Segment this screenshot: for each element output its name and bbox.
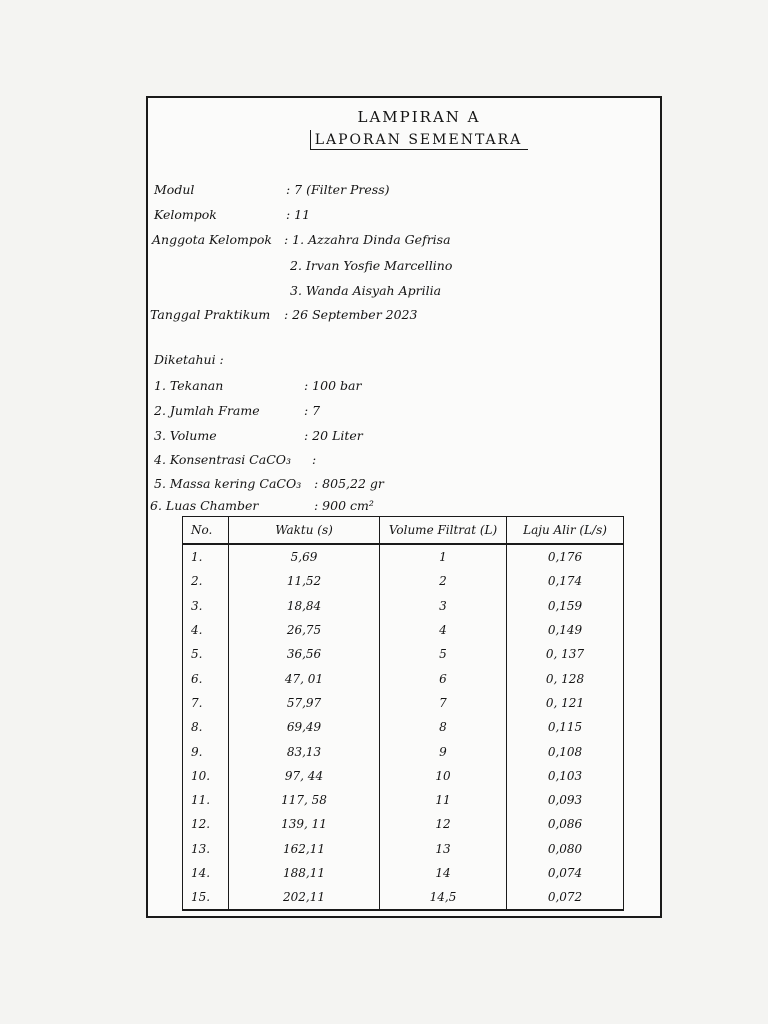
cell-waktu: 162,11 xyxy=(229,837,380,861)
tanggal-value: : 26 September 2023 xyxy=(284,307,418,322)
table-row xyxy=(183,788,624,812)
cell-volume: 14 xyxy=(380,861,507,885)
cell-volume: 11 xyxy=(380,788,507,812)
cell-no: 14. xyxy=(183,861,229,885)
cell-no: 5. xyxy=(183,642,229,666)
cell-volume: 12 xyxy=(380,812,507,836)
table-row xyxy=(183,666,624,690)
cell-no: 11. xyxy=(183,788,229,812)
item-value: : 805,22 gr xyxy=(314,476,384,491)
cell-waktu: 202,11 xyxy=(229,885,380,910)
diketahui-heading: Diketahui : xyxy=(154,352,224,367)
header-no: No. xyxy=(183,517,229,545)
cell-no: 4. xyxy=(183,618,229,642)
header-volume: Volume Filtrat (L) xyxy=(380,517,507,545)
cell-waktu: 97, 44 xyxy=(229,764,380,788)
item-label: 2. Jumlah Frame xyxy=(154,403,260,418)
cell-volume: 4 xyxy=(380,618,507,642)
item-label: 6. Luas Chamber xyxy=(150,498,259,513)
cell-volume: 3 xyxy=(380,594,507,618)
table-row xyxy=(183,569,624,593)
cell-volume: 10 xyxy=(380,764,507,788)
cell-laju: 0,159 xyxy=(507,594,624,618)
item-value: : 20 Liter xyxy=(304,428,363,443)
modul-value: : 7 (Filter Press) xyxy=(286,182,390,197)
cell-no: 7. xyxy=(183,691,229,715)
cell-volume: 13 xyxy=(380,837,507,861)
cell-waktu: 5,69 xyxy=(229,544,380,569)
cell-volume: 1 xyxy=(380,544,507,569)
report-sheet xyxy=(146,96,662,918)
page-subtitle: LAPORAN SEMENTARA xyxy=(310,130,529,150)
cell-no: 10. xyxy=(183,764,229,788)
cell-volume: 6 xyxy=(380,666,507,690)
cell-laju: 0,086 xyxy=(507,812,624,836)
cell-waktu: 47, 01 xyxy=(229,666,380,690)
cell-waktu: 188,11 xyxy=(229,861,380,885)
table-row xyxy=(183,618,624,642)
cell-volume: 7 xyxy=(380,691,507,715)
title-block xyxy=(148,108,660,150)
cell-laju: 0, 121 xyxy=(507,691,624,715)
cell-waktu: 36,56 xyxy=(229,642,380,666)
cell-laju: 0,115 xyxy=(507,715,624,739)
table-row xyxy=(183,642,624,666)
cell-laju: 0,174 xyxy=(507,569,624,593)
item-label: 4. Konsentrasi CaCO₃ xyxy=(154,452,292,467)
table-row xyxy=(183,594,624,618)
table-row xyxy=(183,691,624,715)
cell-no: 8. xyxy=(183,715,229,739)
cell-laju: 0, 137 xyxy=(507,642,624,666)
page-title: LAMPIRAN A xyxy=(357,108,481,126)
table-row xyxy=(183,885,624,910)
cell-volume: 2 xyxy=(380,569,507,593)
cell-no: 9. xyxy=(183,739,229,763)
cell-no: 1. xyxy=(183,544,229,569)
cell-waktu: 117, 58 xyxy=(229,788,380,812)
cell-laju: 0,176 xyxy=(507,544,624,569)
anggota-label: Anggota Kelompok xyxy=(152,232,272,247)
cell-waktu: 139, 11 xyxy=(229,812,380,836)
item-value: : xyxy=(312,452,317,467)
item-label: 5. Massa kering CaCO₃ xyxy=(154,476,302,491)
anggota-member-2: 2. Irvan Yosfie Marcellino xyxy=(290,258,453,273)
cell-no: 15. xyxy=(183,885,229,910)
cell-laju: 0,072 xyxy=(507,885,624,910)
header-laju: Laju Alir (L/s) xyxy=(507,517,624,545)
cell-waktu: 26,75 xyxy=(229,618,380,642)
cell-waktu: 18,84 xyxy=(229,594,380,618)
cell-no: 3. xyxy=(183,594,229,618)
cell-waktu: 69,49 xyxy=(229,715,380,739)
anggota-member-3: 3. Wanda Aisyah Aprilia xyxy=(290,283,442,298)
cell-laju: 0,103 xyxy=(507,764,624,788)
item-value: : 900 cm² xyxy=(314,498,374,513)
table-row xyxy=(183,861,624,885)
item-value: : 100 bar xyxy=(304,378,362,393)
cell-laju: 0,093 xyxy=(507,788,624,812)
kelompok-label: Kelompok xyxy=(154,207,217,222)
cell-waktu: 57,97 xyxy=(229,691,380,715)
cell-volume: 14,5 xyxy=(380,885,507,910)
item-value: : 7 xyxy=(304,403,321,418)
header-waktu: Waktu (s) xyxy=(229,517,380,545)
data-table xyxy=(182,516,624,911)
cell-laju: 0, 128 xyxy=(507,666,624,690)
item-label: 1. Tekanan xyxy=(154,378,224,393)
cell-no: 12. xyxy=(183,812,229,836)
cell-waktu: 83,13 xyxy=(229,739,380,763)
table-row xyxy=(183,739,624,763)
table-row xyxy=(183,764,624,788)
cell-volume: 5 xyxy=(380,642,507,666)
cell-laju: 0,074 xyxy=(507,861,624,885)
table-row xyxy=(183,837,624,861)
cell-volume: 8 xyxy=(380,715,507,739)
tanggal-label: Tanggal Praktikum xyxy=(150,307,271,322)
cell-no: 6. xyxy=(183,666,229,690)
table-header-row xyxy=(183,517,624,545)
cell-waktu: 11,52 xyxy=(229,569,380,593)
anggota-member-1: : 1. Azzahra Dinda Gefrisa xyxy=(284,232,451,247)
modul-label: Modul xyxy=(154,182,195,197)
table-row xyxy=(183,715,624,739)
table-row xyxy=(183,812,624,836)
kelompok-value: : 11 xyxy=(286,207,311,222)
cell-laju: 0,149 xyxy=(507,618,624,642)
cell-laju: 0,080 xyxy=(507,837,624,861)
cell-no: 13. xyxy=(183,837,229,861)
cell-no: 2. xyxy=(183,569,229,593)
table-row xyxy=(183,544,624,569)
item-label: 3. Volume xyxy=(154,428,217,443)
cell-volume: 9 xyxy=(380,739,507,763)
cell-laju: 0,108 xyxy=(507,739,624,763)
